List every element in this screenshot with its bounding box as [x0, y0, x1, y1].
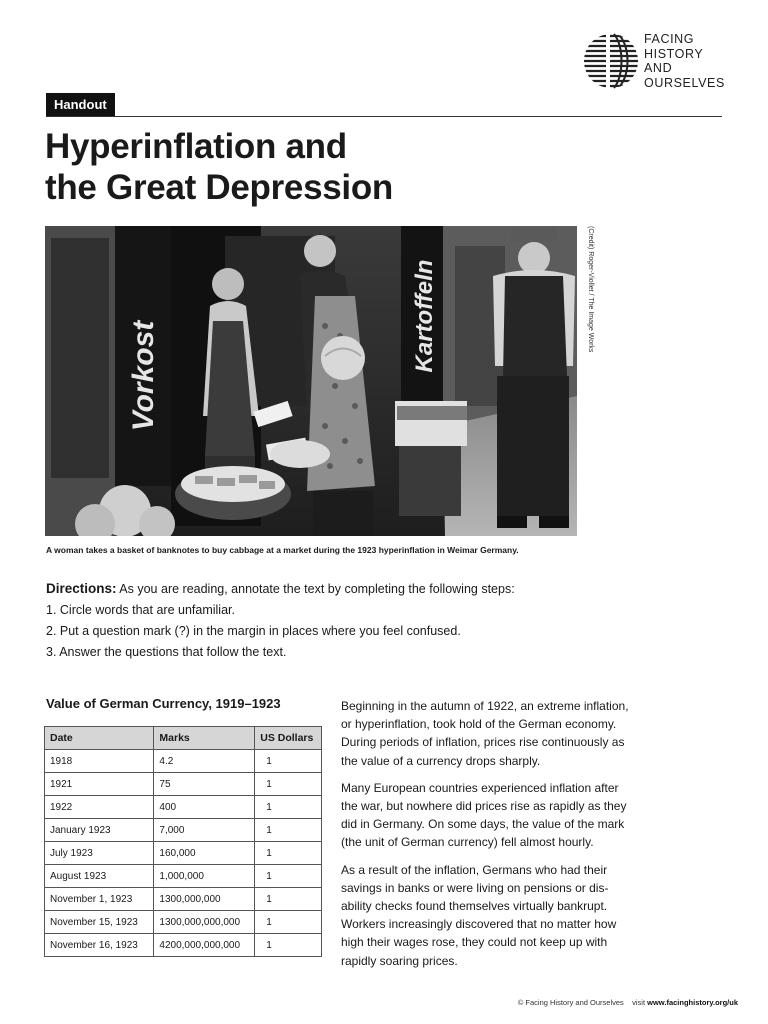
logo-wordmark: [644, 32, 725, 90]
handout-tag: Handout: [46, 93, 115, 116]
table-row: [45, 911, 322, 934]
logo-line: HISTORY: [644, 46, 704, 61]
cell-date: January 1923: [45, 819, 154, 842]
cell-usd: 1: [255, 796, 322, 819]
cell-usd: 1: [255, 750, 322, 773]
table-row: [45, 750, 322, 773]
facing-history-logo: [584, 32, 726, 90]
footer-visit: visit: [632, 998, 646, 1007]
cell-marks: 4.2: [154, 750, 255, 773]
cell-marks: 1300,000,000,000: [154, 911, 255, 934]
table-row: [45, 773, 322, 796]
cell-marks: 4200,000,000,000: [154, 934, 255, 957]
table-row: [45, 796, 322, 819]
header-rule: [46, 116, 722, 117]
cell-usd: 1: [255, 819, 322, 842]
table-row: [45, 888, 322, 911]
cell-date: November 16, 1923: [45, 934, 154, 957]
column-header-date: Date: [45, 727, 154, 750]
logo-line: FACING: [644, 32, 695, 46]
cell-usd: 1: [255, 865, 322, 888]
cell-marks: 1,000,000: [154, 865, 255, 888]
cell-date: November 1, 1923: [45, 888, 154, 911]
footer-link[interactable]: [647, 998, 738, 1007]
column-header-marks: Marks: [154, 727, 255, 750]
body-paragraph: Beginning in the autumn of 1922, an extreme inflation, or hyperinflation, took hold of the German economy. During periods of inflation, prices rise continuously as the value of a currency drops sharply.: [341, 699, 629, 768]
cell-marks: 160,000: [154, 842, 255, 865]
market-photo: [45, 226, 577, 536]
table-header-row: [45, 727, 322, 750]
directions-block: [46, 578, 706, 663]
title-line-2: the Great Depression: [45, 168, 393, 207]
cell-date: 1921: [45, 773, 154, 796]
cell-usd: 1: [255, 842, 322, 865]
photo-caption: A woman takes a basket of banknotes to buy cabbage at a market during the 1923 hyperinflation in Weimar Germany.: [46, 545, 519, 555]
footer-copyright: © Facing History and Ourselves: [517, 998, 624, 1007]
title-line-1: Hyperinflation and: [45, 127, 347, 166]
cell-usd: 1: [255, 888, 322, 911]
directions-intro: As you are reading, annotate the text by completing the following steps:: [116, 582, 515, 596]
table-row: [45, 819, 322, 842]
globe-icon: [584, 32, 638, 90]
table-title: Value of German Currency, 1919–1923: [46, 696, 281, 711]
cell-marks: 7,000: [154, 819, 255, 842]
column-header-usd: US Dollars: [255, 727, 322, 750]
directions-label: Directions:: [46, 581, 117, 596]
cell-marks: 400: [154, 796, 255, 819]
cell-date: 1922: [45, 796, 154, 819]
table-row: [45, 934, 322, 957]
body-paragraph: Many European countries experienced inflation after the war, but nowhere did prices rise as rapidly as they did in Germany. On some days, the value of the mark (the unit of German currency) fell almost hourly.: [341, 780, 627, 850]
directions-step-1: 1. Circle words that are unfamiliar.: [46, 603, 235, 617]
directions-line: [46, 582, 515, 596]
directions-step-3: 3. Answer the questions that follow the text.: [46, 645, 287, 659]
cell-marks: 75: [154, 773, 255, 796]
sign-vorkost: Vorkost: [127, 320, 160, 432]
page-title: [45, 126, 565, 208]
body-paragraph: As a result of the inflation, Germans who had their savings in banks or were living on pensions or dis-ability checks found themselves virtually bankrupt. Workers increasingly discovered that no matter how high their wages rose, they could not keep up with rapidly soaring prices.: [341, 862, 617, 968]
page-footer: [470, 998, 738, 1007]
directions-step-2: 2. Put a question mark (?) in the margin in places where you feel confused.: [46, 624, 461, 638]
cell-usd: 1: [255, 911, 322, 934]
cell-marks: 1300,000,000: [154, 888, 255, 911]
logo-line: OURSELVES: [644, 75, 725, 90]
cell-date: 1918: [45, 750, 154, 773]
table-row: [45, 865, 322, 888]
market-scene-illustration: [45, 226, 577, 536]
table-row: [45, 842, 322, 865]
cell-usd: 1: [255, 773, 322, 796]
cell-date: November 15, 1923: [45, 911, 154, 934]
photo-credit: (Credit) Roger-Viollet / The Image Works: [587, 226, 594, 353]
footer-url: www.facinghistory.org: [647, 998, 728, 1007]
sign-kartoffeln: Kartoffeln: [411, 259, 438, 373]
cell-usd: 1: [255, 934, 322, 957]
currency-table: [44, 726, 322, 957]
article-body: [341, 697, 631, 979]
footer-url-suffix: /uk: [727, 998, 738, 1007]
logo-line: AND: [644, 61, 673, 75]
cell-date: August 1923: [45, 865, 154, 888]
cell-date: July 1923: [45, 842, 154, 865]
